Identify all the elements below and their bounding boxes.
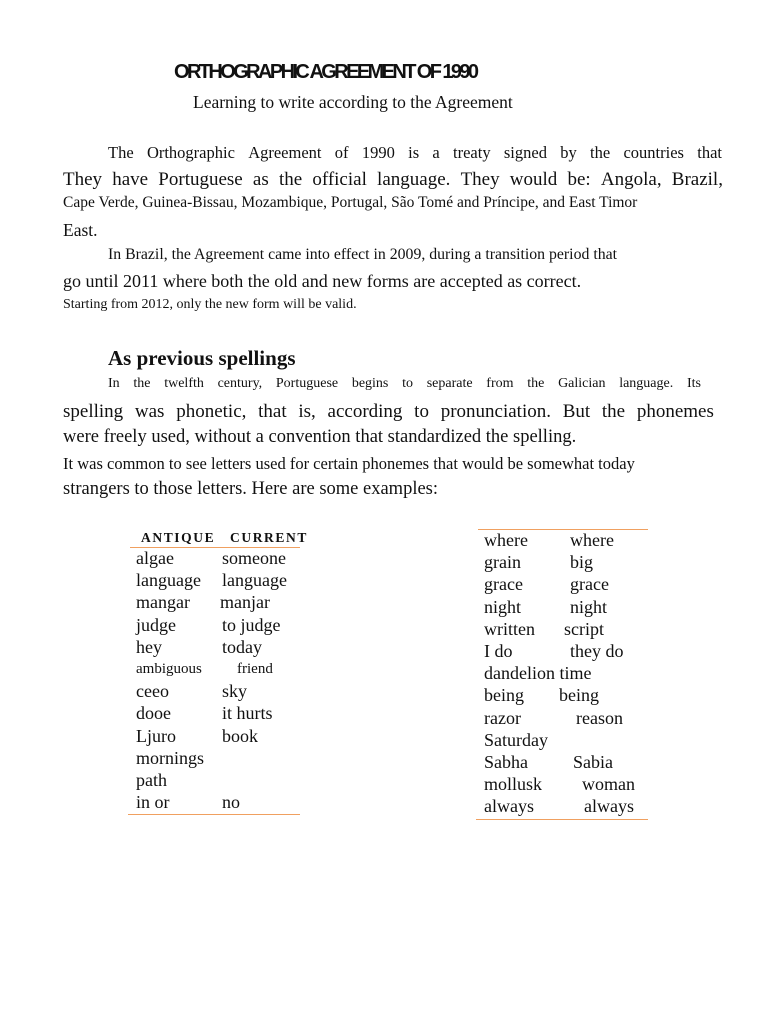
cell-old-spelling: language [136, 570, 201, 591]
cell-old-spelling: written [484, 618, 535, 639]
word: phonetic, [176, 401, 247, 422]
brazil-line: In Brazil, the Agreement came into effect in 2009, during a transition period that [108, 246, 618, 263]
section-line [63, 401, 714, 423]
cell-new-spelling: book [222, 725, 258, 746]
brazil-line: go until 2011 where both the old and new forms are accepted as correct. [63, 271, 582, 291]
word: twelfth [164, 376, 204, 391]
cell-old-spelling: Ljuro [136, 725, 176, 746]
cell-old-spelling: grace [484, 574, 523, 595]
brazil-line: Starting from 2012, only the new form will be valid. [63, 297, 357, 312]
cell-old-spelling: night [484, 596, 522, 617]
word: is, [298, 401, 316, 422]
cell-new-spelling: Sabia [573, 752, 613, 772]
cell-new-spelling: where [570, 530, 614, 550]
cell-old-spelling: razor [484, 707, 521, 728]
word: language. [377, 169, 451, 190]
word: according [327, 401, 403, 422]
word: official [312, 169, 367, 190]
word: Its [686, 376, 701, 391]
cell-new-spelling: it hurts [222, 703, 273, 724]
word: But [562, 401, 591, 422]
word: that [697, 143, 722, 162]
cell-old-spelling: ceeo [136, 681, 169, 702]
word: to [402, 376, 413, 391]
cell-new-spelling: being [559, 685, 599, 706]
cell-old-spelling: path [136, 770, 167, 790]
word: language. [619, 376, 674, 391]
cell-old-spelling: ambiguous [136, 661, 202, 677]
cell-old-spelling: always [484, 796, 534, 817]
word: Orthographic [146, 143, 235, 162]
section-line: strangers to those letters. Here are some examples: [63, 479, 439, 499]
cell-new-spelling: big [570, 552, 594, 573]
word: to [414, 401, 429, 422]
word: is [408, 143, 420, 162]
cell-old-spelling: in or [136, 792, 170, 813]
column-header-current: CURRENT [230, 530, 308, 545]
word: phonemes [636, 401, 714, 422]
cell-new-spelling: friend [237, 661, 273, 677]
word: from [486, 376, 514, 391]
document-title: ORTHOGRAPHIC AGREEMENT OF 1990 [174, 61, 477, 83]
cell-old-spelling: grain [484, 552, 521, 573]
cell-new-spelling: language [222, 570, 287, 591]
table-rule-bottom [128, 814, 300, 815]
word: spelling [63, 401, 124, 422]
cell-old-spelling: dooe [136, 703, 171, 724]
cell-old-spelling: being [484, 685, 524, 706]
cell-old-spelling: Sabha [484, 752, 528, 772]
word: the [278, 169, 303, 190]
cell-new-spelling: sky [222, 681, 248, 702]
section-heading: As previous spellings [108, 346, 296, 370]
word: separate [426, 376, 473, 391]
word: that [258, 401, 287, 422]
cell-new-spelling: reason [576, 707, 623, 728]
cell-old-spelling: mollusk [484, 774, 543, 795]
cell-old-spelling: hey [136, 636, 162, 657]
cell-old-spelling: judge [136, 614, 176, 635]
cell-old-spelling: dandelion time [484, 663, 592, 684]
cell-old-spelling: algae [136, 548, 174, 568]
word: by [560, 143, 577, 162]
cell-new-spelling: to judge [222, 614, 281, 635]
word: Portuguese [275, 376, 339, 391]
cell-new-spelling: manjar [220, 592, 270, 613]
intro-line: Cape Verde, Guinea-Bissau, Mozambique, Portugal, São Tomé and Príncipe, and East Timor [63, 194, 638, 211]
word: Agreement [248, 143, 322, 162]
word: treaty [453, 143, 491, 162]
cell-new-spelling: no [222, 792, 240, 813]
word: the [590, 143, 611, 162]
word: begins [351, 376, 389, 391]
word: They [63, 169, 103, 190]
cell-new-spelling: they do [570, 641, 624, 661]
word: They [460, 169, 500, 190]
cell-new-spelling: woman [582, 774, 635, 795]
column-header-antique: ANTIQUE [141, 530, 216, 545]
cell-old-spelling: mornings [136, 747, 205, 768]
word: Angola, [600, 169, 662, 190]
word: In [108, 376, 120, 391]
cell-old-spelling: where [484, 530, 528, 550]
cell-new-spelling: someone [222, 548, 286, 568]
word: signed [503, 143, 547, 162]
section-line: were freely used, without a convention that standardized the spelling. [63, 427, 577, 447]
word: the [601, 401, 626, 422]
word: the [133, 376, 151, 391]
cell-new-spelling: script [564, 618, 604, 639]
table-rule-bottom [476, 819, 648, 820]
section-line: It was common to see letters used for certain phonemes that would be somewhat today [63, 454, 635, 473]
word: Brazil, [671, 169, 723, 190]
document-subtitle: Learning to write according to the Agreement [193, 92, 513, 112]
cell-new-spelling: grace [570, 574, 609, 595]
word: was [134, 401, 165, 422]
word: as [252, 169, 269, 190]
intro-line [108, 143, 722, 163]
intro-line [63, 169, 723, 191]
word: pronunciation. [440, 401, 551, 422]
intro-line: East. [63, 220, 98, 240]
cell-old-spelling: Saturday [484, 729, 548, 750]
word: countries [623, 143, 684, 162]
word: the [527, 376, 545, 391]
word: Galician [558, 376, 606, 391]
cell-old-spelling: I do [484, 641, 513, 661]
cell-new-spelling: today [222, 636, 262, 657]
word: Portuguese [158, 169, 243, 190]
cell-new-spelling: always [584, 796, 634, 817]
word: be: [567, 169, 591, 190]
word: have [112, 169, 149, 190]
word: century, [217, 376, 263, 391]
word: of [334, 143, 349, 162]
word: a [432, 143, 440, 162]
word: would [509, 169, 558, 190]
cell-old-spelling: mangar [136, 592, 190, 613]
cell-new-spelling: night [570, 596, 608, 617]
section-line [108, 376, 701, 392]
word: 1990 [361, 143, 395, 162]
word: The [108, 143, 134, 162]
